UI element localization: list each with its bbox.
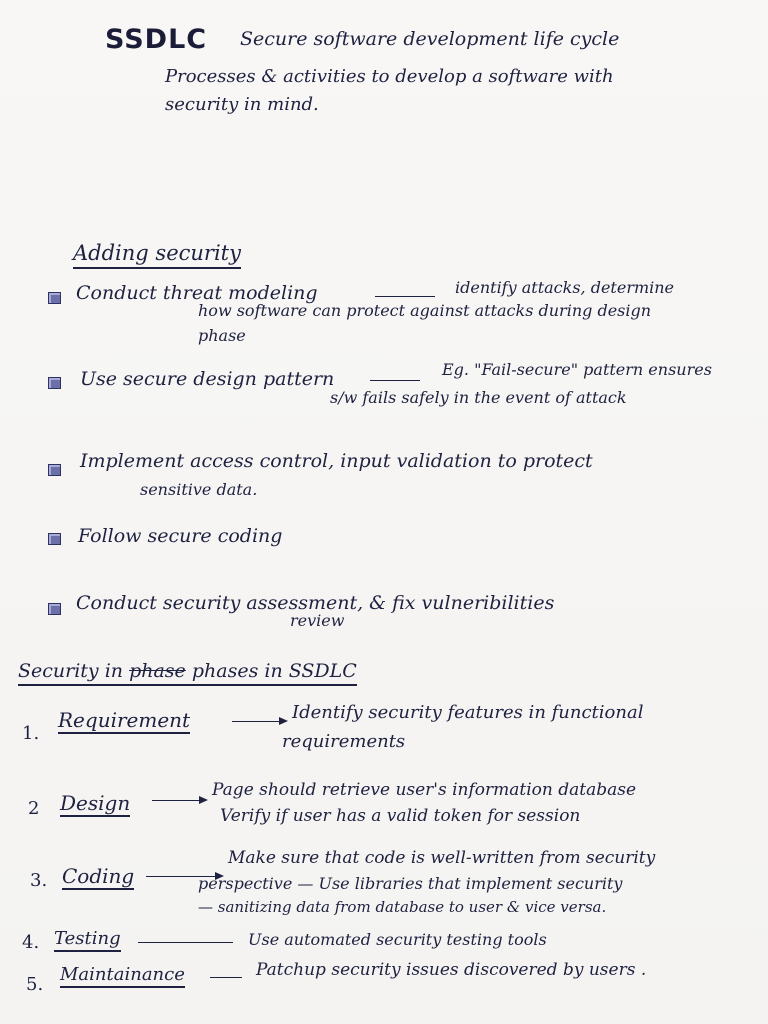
- phase-number: 2: [28, 798, 40, 819]
- arrowhead-icon: [279, 717, 288, 725]
- design-line-1: Page should retrieve user's information database: [212, 780, 637, 800]
- threat-modeling-note-2: how software can protect against attacks during design: [198, 301, 652, 320]
- page-subtitle: Secure software development life cycle: [240, 28, 620, 50]
- maintainance-line-1: Patchup security issues discovered by users .: [256, 960, 647, 980]
- arrow-icon: [152, 800, 200, 801]
- bullet-icon: [48, 464, 61, 476]
- bullet-item-security-assessment: Conduct security assessment, & fix vulneribilities: [76, 592, 555, 614]
- threat-modeling-note-3: phase: [198, 326, 246, 345]
- phase-name-maintainance: Maintainance: [60, 966, 185, 988]
- description-line-1: Processes & activities to develop a software with: [165, 66, 614, 87]
- requirement-line-2: requirements: [282, 731, 406, 752]
- dash-connector: [210, 977, 242, 978]
- dash-connector: [370, 380, 420, 381]
- bullet-icon: [48, 603, 61, 615]
- requirement-line-1: Identify security features in functional: [292, 702, 644, 723]
- arrowhead-icon: [199, 796, 208, 804]
- security-assessment-note: review: [290, 611, 345, 630]
- phases-heading-prefix: Security in: [18, 660, 124, 682]
- arrow-icon: [232, 721, 280, 722]
- phase-number: 4.: [22, 932, 40, 953]
- bullet-icon: [48, 377, 61, 389]
- phase-number: 1.: [22, 723, 40, 744]
- dash-connector: [375, 296, 435, 297]
- secure-design-note-1: Eg. "Fail-secure" pattern ensures: [442, 360, 712, 379]
- adding-security-heading: Adding security: [73, 243, 241, 269]
- coding-line-2: perspective — Use libraries that implement security: [198, 874, 623, 893]
- threat-modeling-note-1: identify attacks, determine: [455, 278, 675, 297]
- bullet-item-access-control: Implement access control, input validation to protect: [80, 450, 593, 472]
- bullet-item-secure-design: Use secure design pattern: [80, 368, 335, 390]
- testing-line-1: Use automated security testing tools: [248, 930, 547, 949]
- design-line-2: Verify if user has a valid token for session: [220, 806, 581, 826]
- phases-heading-struck: phase: [129, 660, 186, 682]
- page-title: SSDLC: [105, 24, 208, 55]
- bullet-item-secure-coding: Follow secure coding: [78, 525, 283, 547]
- description-line-2: security in mind.: [165, 94, 319, 115]
- phase-name-requirement: Requirement: [58, 708, 191, 732]
- phase-name-testing: Testing: [54, 930, 121, 952]
- phase-number: 5.: [26, 974, 44, 995]
- secure-design-note-2: s/w fails safely in the event of attack: [330, 388, 627, 407]
- phase-number: 3.: [30, 870, 48, 891]
- phases-heading: [18, 662, 357, 686]
- dash-connector: [138, 942, 233, 943]
- coding-line-3: — sanitizing data from database to user & vice versa.: [198, 898, 607, 916]
- access-control-note: sensitive data.: [140, 480, 258, 499]
- phases-heading-suffix: phases in SSDLC: [191, 660, 357, 682]
- bullet-icon: [48, 533, 61, 545]
- coding-line-1: Make sure that code is well-written from security: [228, 848, 656, 868]
- phase-name-design: Design: [60, 791, 131, 815]
- phase-name-coding: Coding: [62, 864, 135, 888]
- bullet-icon: [48, 292, 61, 304]
- bullet-item-threat-modeling: Conduct threat modeling: [76, 282, 318, 304]
